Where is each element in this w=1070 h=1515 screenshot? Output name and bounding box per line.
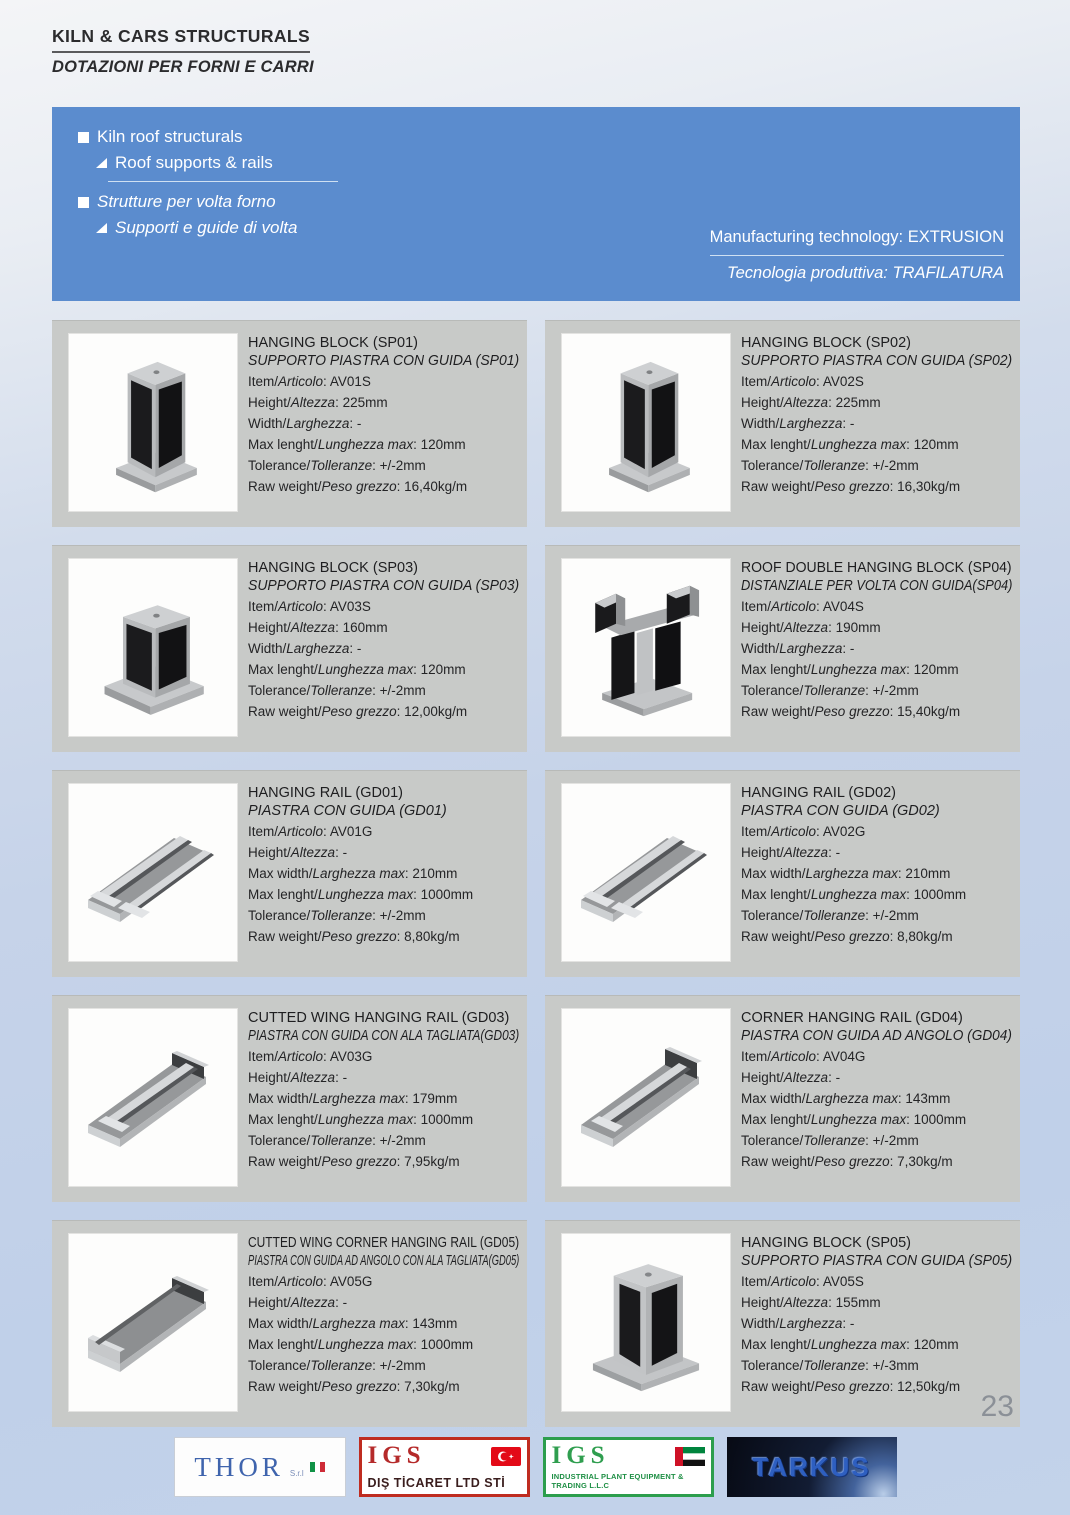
- spec-line: Raw weight/Peso grezzo: 8,80kg/m: [248, 929, 460, 944]
- spec-line: Item/Articolo: AV05S: [741, 1274, 864, 1289]
- product-subtitle: PIASTRA CON GUIDA AD ANGOLO (GD04): [741, 1028, 1012, 1044]
- spec-line: Tolerance/Tolleranze: +/-3mm: [741, 1358, 919, 1373]
- product-specs: [741, 821, 1012, 947]
- product-image: [561, 1233, 731, 1412]
- banner-item: [78, 127, 338, 147]
- product-info: [248, 560, 519, 722]
- page-title: KILN & CARS STRUCTURALS: [52, 26, 310, 53]
- spec-line: Item/Articolo: AV02G: [741, 824, 866, 839]
- spec-line: Item/Articolo: AV03S: [248, 599, 371, 614]
- product-specs: [248, 1046, 519, 1172]
- product-image: [561, 783, 731, 962]
- product-subtitle: SUPPORTO PIASTRA CON GUIDA (SP03): [248, 578, 520, 594]
- product-render: [571, 1248, 721, 1398]
- product-info: [741, 1010, 1012, 1172]
- section-banner: [52, 107, 1020, 301]
- product-render: [78, 798, 228, 948]
- spec-line: Tolerance/Tolleranze: +/-2mm: [248, 683, 426, 698]
- banner-subitem-label: Roof supports & rails: [115, 153, 273, 172]
- banner-category-list: [78, 127, 338, 244]
- spec-line: Height/Altezza: -: [741, 1070, 841, 1085]
- product-title: HANGING RAIL (GD01): [248, 785, 403, 801]
- igs-uae-subtitle: INDUSTRIAL PLANT EQUIPMENT & TRADING L.L.C: [551, 1472, 684, 1490]
- product-specs: [248, 596, 519, 722]
- product-image: [68, 1233, 238, 1412]
- product-card: [52, 320, 527, 527]
- spec-line: Height/Altezza: 225mm: [741, 395, 881, 410]
- spec-line: Raw weight/Peso grezzo: 7,30kg/m: [248, 1379, 460, 1394]
- triangle-bullet-icon: [96, 223, 107, 233]
- spec-line: Max lenght/Lunghezza max: 1000mm: [741, 1112, 967, 1127]
- spec-line: Tolerance/Tolleranze: +/-2mm: [741, 908, 919, 923]
- product-title: HANGING BLOCK (SP05): [741, 1235, 912, 1251]
- spec-line: Max lenght/Lunghezza max: 120mm: [248, 437, 466, 452]
- spec-line: Max lenght/Lunghezza max: 120mm: [741, 662, 959, 677]
- product-image: [561, 558, 731, 737]
- product-specs: [741, 1046, 1012, 1172]
- tech-english: Manufacturing technology: EXTRUSION: [709, 228, 1004, 246]
- product-subtitle: PIASTRA CON GUIDA CON ALA TAGLIATA(GD03): [248, 1028, 520, 1044]
- square-bullet-icon: [78, 197, 89, 208]
- product-title: CUTTED WING CORNER HANGING RAIL (GD05): [248, 1235, 520, 1251]
- logo-thor: [174, 1437, 346, 1497]
- spec-line: Item/Articolo: AV04S: [741, 599, 864, 614]
- spec-line: Item/Articolo: AV01G: [248, 824, 373, 839]
- spec-line: Max lenght/Lunghezza max: 120mm: [248, 662, 466, 677]
- product-card: [545, 320, 1020, 527]
- spec-line: Item/Articolo: AV03G: [248, 1049, 373, 1064]
- product-subtitle: SUPPORTO PIASTRA CON GUIDA (SP01): [248, 353, 520, 369]
- spec-line: Height/Altezza: -: [741, 845, 841, 860]
- product-render: [571, 1023, 721, 1173]
- page-subtitle: DOTAZIONI PER FORNI E CARRI: [52, 58, 314, 76]
- product-render: [78, 348, 228, 498]
- spec-line: Max width/Larghezza max: 210mm: [741, 866, 951, 881]
- spec-line: Item/Articolo: AV05G: [248, 1274, 373, 1289]
- tech-divider: [710, 255, 1004, 256]
- banner-item: [78, 192, 338, 212]
- product-card: [545, 545, 1020, 752]
- spec-line: Raw weight/Peso grezzo: 7,95kg/m: [248, 1154, 460, 1169]
- spec-line: Tolerance/Tolleranze: +/-2mm: [248, 1133, 426, 1148]
- spec-line: Raw weight/Peso grezzo: 15,40kg/m: [741, 704, 961, 719]
- product-subtitle: PIASTRA CON GUIDA (GD01): [248, 803, 447, 819]
- spec-line: Width/Larghezza: -: [741, 416, 855, 431]
- spec-line: Width/Larghezza: -: [248, 416, 362, 431]
- product-specs: [248, 371, 519, 497]
- product-specs: [741, 1271, 1012, 1397]
- product-render: [78, 1023, 228, 1173]
- product-card: [52, 770, 527, 977]
- spec-line: Max lenght/Lunghezza max: 1000mm: [248, 887, 474, 902]
- spec-line: Height/Altezza: 160mm: [248, 620, 388, 635]
- banner-subitem: [96, 153, 338, 173]
- product-info: [741, 785, 1012, 947]
- product-card: [545, 1220, 1020, 1427]
- thor-wordmark: THOR: [194, 1451, 284, 1482]
- product-card: [52, 545, 527, 752]
- spec-line: Max lenght/Lunghezza max: 1000mm: [248, 1112, 474, 1127]
- product-image: [68, 783, 238, 962]
- product-title: HANGING RAIL (GD02): [741, 785, 896, 801]
- product-subtitle: PIASTRA CON GUIDA (GD02): [741, 803, 940, 819]
- product-info: [248, 335, 519, 497]
- page-header: [52, 26, 314, 77]
- spec-line: Max width/Larghezza max: 179mm: [248, 1091, 458, 1106]
- product-title: HANGING BLOCK (SP01): [248, 335, 419, 351]
- logo-igs-turkey: [359, 1437, 530, 1497]
- product-title: ROOF DOUBLE HANGING BLOCK (SP04): [741, 560, 1012, 576]
- product-specs: [741, 596, 1012, 722]
- igs-tr-wordmark: IGS: [367, 1442, 426, 1469]
- spec-line: Raw weight/Peso grezzo: 7,30kg/m: [741, 1154, 953, 1169]
- product-info: [741, 335, 1012, 497]
- spec-line: Height/Altezza: 225mm: [248, 395, 388, 410]
- banner-item-label: Strutture per volta forno: [97, 192, 276, 211]
- spec-line: Height/Altezza: -: [248, 1295, 348, 1310]
- product-render: [571, 348, 721, 498]
- spec-line: Tolerance/Tolleranze: +/-2mm: [741, 458, 919, 473]
- product-subtitle: PIASTRA CON GUIDA AD ANGOLO CON ALA TAGLIATA(GD05): [248, 1253, 520, 1269]
- product-image: [68, 558, 238, 737]
- product-info: [741, 560, 1012, 722]
- spec-line: Max width/Larghezza max: 210mm: [248, 866, 458, 881]
- spec-line: Width/Larghezza: -: [248, 641, 362, 656]
- spec-line: Max width/Larghezza max: 143mm: [741, 1091, 951, 1106]
- product-subtitle: DISTANZIALE PER VOLTA CON GUIDA(SP04): [741, 578, 1013, 594]
- product-card: [52, 1220, 527, 1427]
- product-grid: [52, 320, 1020, 1427]
- spec-line: Tolerance/Tolleranze: +/-2mm: [741, 1133, 919, 1148]
- logo-igs-uae: [543, 1437, 714, 1497]
- spec-line: Max lenght/Lunghezza max: 120mm: [741, 1337, 959, 1352]
- product-image: [68, 1008, 238, 1187]
- manufacturing-technology: [710, 228, 1004, 283]
- spec-line: Raw weight/Peso grezzo: 12,50kg/m: [741, 1379, 961, 1394]
- banner-divider: [108, 181, 338, 182]
- product-info: [741, 1235, 1012, 1397]
- product-title: CUTTED WING HANGING RAIL (GD03): [248, 1010, 510, 1026]
- spec-line: Tolerance/Tolleranze: +/-2mm: [248, 908, 426, 923]
- logo-tarkus: [727, 1437, 897, 1497]
- product-title: HANGING BLOCK (SP02): [741, 335, 912, 351]
- product-title: HANGING BLOCK (SP03): [248, 560, 419, 576]
- spec-line: Item/Articolo: AV04G: [741, 1049, 866, 1064]
- product-specs: [248, 821, 519, 947]
- product-card: [52, 995, 527, 1202]
- banner-subitem: [96, 218, 338, 238]
- product-specs: [741, 371, 1012, 497]
- igs-uae-wordmark: IGS: [551, 1442, 610, 1469]
- spec-line: Raw weight/Peso grezzo: 12,00kg/m: [248, 704, 468, 719]
- product-subtitle: SUPPORTO PIASTRA CON GUIDA (SP02): [741, 353, 1013, 369]
- spec-line: Height/Altezza: 190mm: [741, 620, 881, 635]
- spec-line: Item/Articolo: AV01S: [248, 374, 371, 389]
- spec-line: Width/Larghezza: -: [741, 1316, 855, 1331]
- spec-line: Raw weight/Peso grezzo: 16,30kg/m: [741, 479, 961, 494]
- spec-line: Height/Altezza: -: [248, 845, 348, 860]
- spec-line: Height/Altezza: 155mm: [741, 1295, 881, 1310]
- square-bullet-icon: [78, 132, 89, 143]
- product-render: [571, 573, 721, 723]
- uae-flag-icon: [675, 1447, 705, 1466]
- spec-line: Tolerance/Tolleranze: +/-2mm: [248, 1358, 426, 1373]
- spec-line: Tolerance/Tolleranze: +/-2mm: [741, 683, 919, 698]
- product-card: [545, 995, 1020, 1202]
- spec-line: Raw weight/Peso grezzo: 8,80kg/m: [741, 929, 953, 944]
- product-render: [78, 573, 228, 723]
- spec-line: Max lenght/Lunghezza max: 120mm: [741, 437, 959, 452]
- product-title: CORNER HANGING RAIL (GD04): [741, 1010, 963, 1026]
- banner-subitem-label: Supporti e guide di volta: [115, 218, 298, 237]
- turkey-flag-icon: [491, 1447, 521, 1466]
- italy-flag-icon: [310, 1462, 325, 1472]
- spec-line: Item/Articolo: AV02S: [741, 374, 864, 389]
- spec-line: Height/Altezza: -: [248, 1070, 348, 1085]
- spec-line: Max width/Larghezza max: 143mm: [248, 1316, 458, 1331]
- product-info: [248, 785, 519, 947]
- spec-line: Tolerance/Tolleranze: +/-2mm: [248, 458, 426, 473]
- spec-line: Max lenght/Lunghezza max: 1000mm: [741, 887, 967, 902]
- product-image: [561, 333, 731, 512]
- product-image: [68, 333, 238, 512]
- page-number: 23: [980, 1390, 1014, 1423]
- product-info: [248, 1235, 519, 1397]
- igs-tr-subtitle: DIŞ TİCARET LTD STİ: [367, 1476, 506, 1490]
- tech-italian: Tecnologia produttiva: TRAFILATURA: [727, 264, 1004, 282]
- thor-suffix: S.r.l: [289, 1468, 304, 1478]
- spec-line: Max lenght/Lunghezza max: 1000mm: [248, 1337, 474, 1352]
- tarkus-wordmark: TARKUS: [752, 1451, 871, 1482]
- spec-line: Raw weight/Peso grezzo: 16,40kg/m: [248, 479, 468, 494]
- product-image: [561, 1008, 731, 1187]
- triangle-bullet-icon: [96, 158, 107, 168]
- product-specs: [248, 1271, 519, 1397]
- product-card: [545, 770, 1020, 977]
- product-render: [78, 1248, 228, 1398]
- footer-logos: [0, 1437, 1070, 1497]
- product-info: [248, 1010, 519, 1172]
- product-render: [571, 798, 721, 948]
- banner-item-label: Kiln roof structurals: [97, 127, 243, 146]
- spec-line: Width/Larghezza: -: [741, 641, 855, 656]
- product-subtitle: SUPPORTO PIASTRA CON GUIDA (SP05): [741, 1253, 1013, 1269]
